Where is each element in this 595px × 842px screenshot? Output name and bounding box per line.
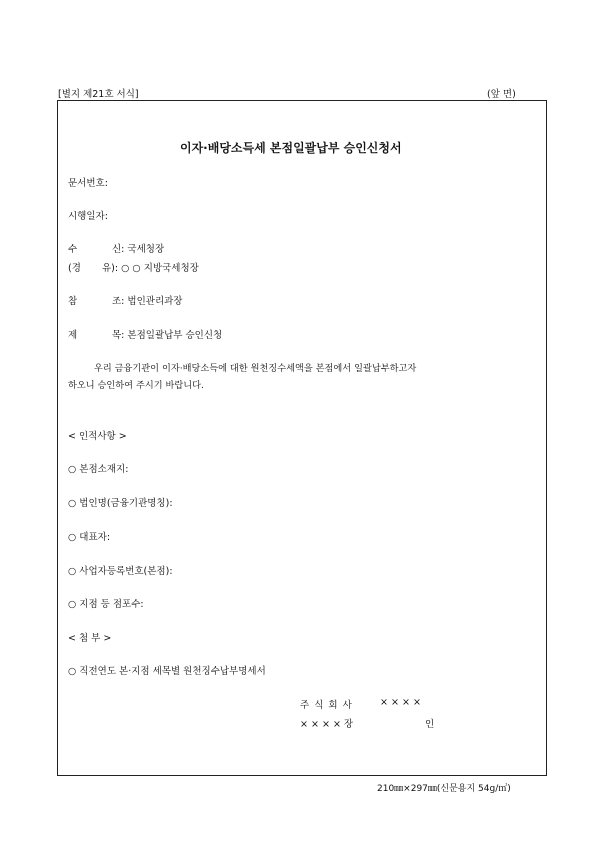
via-label-b: 유):	[102, 263, 119, 274]
recipient-label-b: 신:	[112, 244, 125, 255]
document-title: 이자·배당소득세 본점일괄납부 승인신청서	[180, 141, 402, 155]
section-info-heading: < 인적사항 >	[68, 431, 127, 442]
reference-label-a: 참	[68, 296, 78, 307]
subject-field	[68, 327, 222, 341]
via-label-a: (경	[68, 263, 81, 274]
form-number: [별지 제21호 서식]	[58, 89, 139, 100]
reference-field	[68, 293, 182, 307]
info-item: ○ 대표자:	[68, 532, 111, 543]
info-item: ○ 지점 등 점포수:	[68, 599, 144, 610]
company-name: × × × ×	[380, 697, 421, 708]
issue-date-label: 시행일자:	[68, 211, 108, 222]
info-item: ○ 법인명(금융기관명칭):	[68, 498, 173, 509]
body-line-2: 하오니 승인하여 주시기 바랍니다.	[68, 380, 204, 391]
section-attach-heading: < 첨 부 >	[68, 633, 112, 644]
attach-item: ○ 직전연도 본·지점 세목별 원천징수납부명세서	[68, 666, 266, 677]
info-item: ○ 본점소재지:	[68, 464, 129, 475]
doc-number-label: 문서번호:	[68, 178, 108, 189]
ceo-name: × × × × 장	[300, 719, 354, 730]
via-value: ○ ○ 지방국세청장	[121, 263, 199, 274]
info-item: ○ 사업자등록번호(본점):	[68, 566, 173, 577]
company-label: 주 식 회 사	[300, 700, 353, 711]
paper-spec: 210㎜×297㎜(신문용지 54g/㎡)	[377, 784, 511, 794]
page-side: (앞 면)	[487, 89, 516, 100]
seal-mark: 인	[425, 719, 435, 730]
reference-label-b: 조:	[112, 296, 125, 307]
body-line-1: 우리 금융기관이 이자·배당소득에 대한 원천징수세액을 본점에서 일괄납부하고자	[94, 363, 417, 374]
reference-value: 법인관리과장	[127, 296, 183, 307]
subject-value: 본점일괄납부 승인신청	[127, 330, 223, 341]
subject-label-b: 목:	[112, 330, 125, 341]
via-field	[68, 260, 199, 274]
recipient-label-a: 수	[68, 244, 78, 255]
subject-label-a: 제	[68, 330, 78, 341]
recipient-field	[68, 241, 164, 255]
recipient-value: 국세청장	[127, 244, 165, 255]
